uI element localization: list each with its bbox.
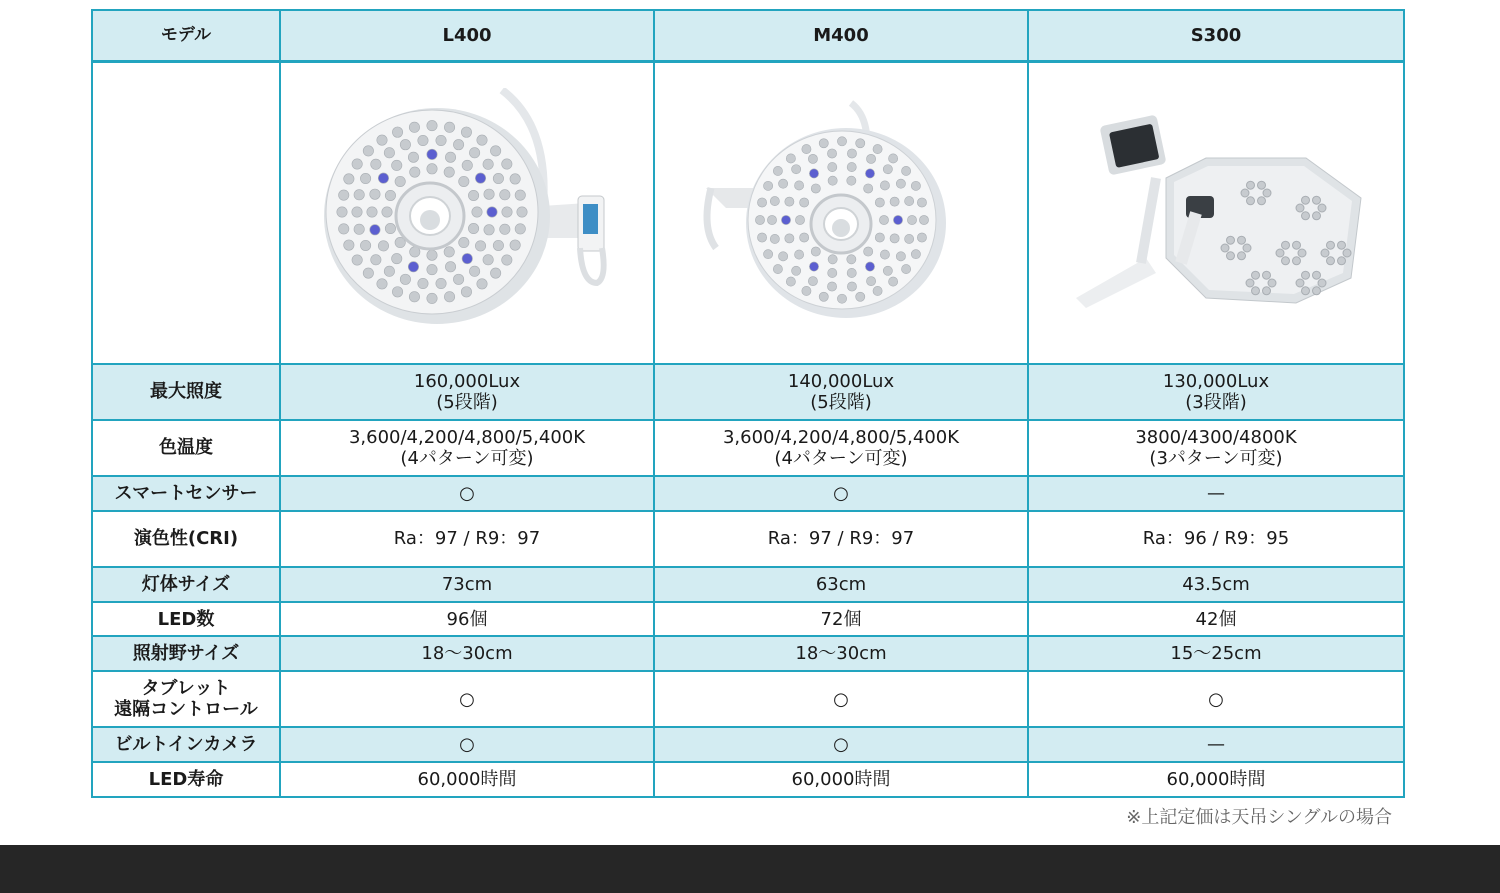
led-dot xyxy=(371,159,381,169)
value-line-1: 3,600/4,200/4,800/5,400K xyxy=(722,426,960,448)
cell-l400 xyxy=(280,364,654,420)
led-dot xyxy=(515,223,525,233)
led-dot xyxy=(883,164,892,173)
led-dot xyxy=(880,250,889,259)
led-dot xyxy=(1321,249,1329,257)
led-dot xyxy=(352,254,362,264)
led-dot xyxy=(418,135,428,145)
led-dot xyxy=(802,144,811,153)
led-dot xyxy=(392,127,402,137)
led-dot xyxy=(1268,279,1276,287)
model-m400: M400 xyxy=(654,10,1028,61)
led-dot xyxy=(427,163,437,173)
led-dot xyxy=(1296,204,1304,212)
row-label: 灯体サイズ xyxy=(92,567,280,602)
cell-m400: ○ xyxy=(654,671,1028,727)
led-dot xyxy=(400,274,410,284)
led-dot xyxy=(1247,181,1255,189)
led-dot xyxy=(1338,256,1346,264)
led-dot xyxy=(802,286,811,295)
led-dot xyxy=(890,233,899,242)
cell-s300 xyxy=(1028,420,1404,476)
led-dot xyxy=(828,162,837,171)
row-max-illuminance xyxy=(92,364,1404,420)
led-dot xyxy=(773,264,782,273)
led-dot xyxy=(902,166,911,175)
row-label: スマートセンサー xyxy=(92,476,280,511)
led-dot xyxy=(409,122,419,132)
led-dot xyxy=(1263,271,1271,279)
led-dot xyxy=(377,278,387,288)
led-dot xyxy=(786,153,795,162)
led-dot xyxy=(1302,196,1310,204)
header-row xyxy=(92,10,1404,61)
led-dot xyxy=(462,160,472,170)
led-dot xyxy=(493,173,503,183)
led-dot xyxy=(1258,181,1266,189)
led-dot xyxy=(392,286,402,296)
led-dot xyxy=(515,190,525,200)
led-dot xyxy=(837,294,846,303)
led-dot xyxy=(352,158,362,168)
led-dot xyxy=(382,206,392,216)
cell-l400: ○ xyxy=(280,671,654,727)
value-line-2: (5段階) xyxy=(436,391,498,413)
led-dot xyxy=(459,176,469,186)
led-dot xyxy=(800,198,809,207)
cell-s300: 15〜25cm xyxy=(1028,636,1404,671)
led-dot xyxy=(847,148,856,157)
row-label: 照射野サイズ xyxy=(92,636,280,671)
led-dot xyxy=(875,198,884,207)
led-dot xyxy=(828,176,837,185)
value-line-2: (4パターン可変) xyxy=(774,447,908,469)
led-dot xyxy=(896,179,905,188)
cell-m400: 63cm xyxy=(654,567,1028,602)
led-dot xyxy=(477,135,487,145)
led-dot xyxy=(344,173,354,183)
led-dot xyxy=(408,152,418,162)
led-dot xyxy=(786,277,795,286)
led-dot xyxy=(354,189,364,199)
led-dot xyxy=(917,233,926,242)
led-dot xyxy=(363,145,373,155)
led-dot xyxy=(809,262,818,271)
led-dot xyxy=(363,268,373,278)
led-dot xyxy=(864,183,873,192)
led-dot xyxy=(880,180,889,189)
led-dot xyxy=(408,261,418,271)
row-smart-sensor xyxy=(92,476,1404,511)
led-dot xyxy=(889,153,898,162)
led-dot xyxy=(409,291,419,301)
led-dot xyxy=(873,144,882,153)
led-dot xyxy=(781,215,790,224)
led-dot xyxy=(472,206,482,216)
led-dot xyxy=(453,274,463,284)
led-dot xyxy=(484,224,494,234)
led-dot xyxy=(339,223,349,233)
led-dot xyxy=(344,239,354,249)
led-dot xyxy=(865,168,874,177)
cell-l400: ○ xyxy=(280,727,654,762)
led-dot xyxy=(500,224,510,234)
led-dot xyxy=(856,292,865,301)
led-dot xyxy=(493,240,503,250)
row-color-temp xyxy=(92,420,1404,476)
led-dot xyxy=(1293,256,1301,264)
led-dot xyxy=(427,120,437,130)
cell-l400: 18〜30cm xyxy=(280,636,654,671)
led-dot xyxy=(866,276,875,285)
led-dot xyxy=(400,139,410,149)
led-dot xyxy=(911,181,920,190)
led-dot xyxy=(427,149,437,159)
led-dot xyxy=(475,240,485,250)
cell-s300: 42個 xyxy=(1028,602,1404,637)
led-dot xyxy=(367,206,377,216)
led-dot xyxy=(896,251,905,260)
led-dot xyxy=(1293,241,1301,249)
led-dot xyxy=(764,249,773,258)
led-dot xyxy=(1313,211,1321,219)
led-dot xyxy=(770,196,779,205)
led-dot xyxy=(500,189,510,199)
led-dot xyxy=(392,253,402,263)
led-dot xyxy=(483,254,493,264)
value-line-1: 3800/4300/4800K xyxy=(1135,426,1297,448)
led-dot xyxy=(377,135,387,145)
led-dot xyxy=(828,254,837,263)
led-dot xyxy=(890,197,899,206)
surgical-light-m400-image xyxy=(686,88,996,338)
cell-s300: ○ xyxy=(1028,671,1404,727)
led-dot xyxy=(837,136,846,145)
row-label: ビルトインカメラ xyxy=(92,727,280,762)
led-dot xyxy=(469,147,479,157)
led-dot xyxy=(1302,286,1310,294)
cell-l400: ○ xyxy=(280,476,654,511)
led-dot xyxy=(1252,271,1260,279)
row-label xyxy=(92,671,280,727)
led-dot xyxy=(436,278,446,288)
led-dot xyxy=(1313,286,1321,294)
model-s300: S300 xyxy=(1028,10,1404,61)
led-dot xyxy=(883,266,892,275)
led-dot xyxy=(395,176,405,186)
led-dot xyxy=(1296,279,1304,287)
row-tablet xyxy=(92,671,1404,727)
led-dot xyxy=(873,286,882,295)
row-label: LED寿命 xyxy=(92,762,280,797)
led-dot xyxy=(1302,211,1310,219)
row-label: LED数 xyxy=(92,602,280,637)
price-note: ※上記定価は天吊シングルの場合 xyxy=(1126,807,1392,828)
led-dot xyxy=(757,197,766,206)
led-dot xyxy=(1313,271,1321,279)
cell-s300: Ra：96 / R9：95 xyxy=(1028,511,1404,567)
led-dot xyxy=(502,158,512,168)
cell-s300: 43.5cm xyxy=(1028,567,1404,602)
led-dot xyxy=(907,215,916,224)
led-dot xyxy=(795,250,804,259)
row-led-count xyxy=(92,602,1404,637)
row-field-size xyxy=(92,636,1404,671)
led-dot xyxy=(384,266,394,276)
cell-m400: Ra：97 / R9：97 xyxy=(654,511,1028,567)
led-dot xyxy=(354,224,364,234)
value-line-1: 3,600/4,200/4,800/5,400K xyxy=(348,426,586,448)
led-dot xyxy=(1318,204,1326,212)
led-dot xyxy=(360,240,370,250)
value-line-2: (3段階) xyxy=(1185,391,1247,413)
led-dot xyxy=(1327,241,1335,249)
value-line-2: (5段階) xyxy=(810,391,872,413)
cell-s300: 60,000時間 xyxy=(1028,762,1404,797)
led-dot xyxy=(445,261,455,271)
led-dot xyxy=(1227,236,1235,244)
led-dot xyxy=(444,246,454,256)
led-dot xyxy=(1241,189,1249,197)
led-dot xyxy=(370,189,380,199)
led-dot xyxy=(378,240,388,250)
led-dot xyxy=(856,138,865,147)
row-label: 最大照度 xyxy=(92,364,280,420)
led-dot xyxy=(462,253,472,263)
led-dot xyxy=(779,251,788,260)
led-dot xyxy=(819,292,828,301)
led-dot xyxy=(1221,244,1229,252)
led-dot xyxy=(866,154,875,163)
led-dot xyxy=(811,247,820,256)
model-l400: L400 xyxy=(280,10,654,61)
led-dot xyxy=(785,197,794,206)
led-dot xyxy=(809,168,818,177)
cell-s300: — xyxy=(1028,476,1404,511)
led-dot xyxy=(828,268,837,277)
led-dot xyxy=(865,262,874,271)
led-dot xyxy=(453,139,463,149)
led-dot xyxy=(889,277,898,286)
row-lamp-size xyxy=(92,567,1404,602)
led-dot xyxy=(427,293,437,303)
led-dot xyxy=(770,234,779,243)
led-dot xyxy=(1252,286,1260,294)
led-dot xyxy=(764,181,773,190)
led-dot xyxy=(418,278,428,288)
led-dot xyxy=(1246,279,1254,287)
led-dot xyxy=(847,282,856,291)
led-dot xyxy=(371,254,381,264)
led-dot xyxy=(1318,279,1326,287)
led-dot xyxy=(510,173,520,183)
cell-m400: ○ xyxy=(654,476,1028,511)
led-dot xyxy=(352,206,362,216)
led-dot xyxy=(444,122,454,132)
led-dot xyxy=(468,223,478,233)
led-dot xyxy=(487,206,497,216)
led-dot xyxy=(755,215,764,224)
led-dot xyxy=(919,215,928,224)
s300-image xyxy=(1028,61,1404,364)
value-line-2: (3パターン可変) xyxy=(1149,447,1283,469)
value-line-1: 130,000Lux xyxy=(1162,370,1270,392)
led-dot xyxy=(827,148,836,157)
led-dot xyxy=(1276,249,1284,257)
cell-m400: 60,000時間 xyxy=(654,762,1028,797)
led-dot xyxy=(773,166,782,175)
cell-l400: 73cm xyxy=(280,567,654,602)
led-dot xyxy=(779,179,788,188)
cell-m400 xyxy=(654,364,1028,420)
led-dot xyxy=(1298,249,1306,257)
row-led-life xyxy=(92,762,1404,797)
led-dot xyxy=(468,190,478,200)
led-dot xyxy=(905,234,914,243)
led-dot xyxy=(444,291,454,301)
led-dot xyxy=(1302,271,1310,279)
led-dot xyxy=(502,206,512,216)
led-dot xyxy=(1258,196,1266,204)
cell-l400: Ra：97 / R9：97 xyxy=(280,511,654,567)
surgical-light-l400-image xyxy=(312,88,622,338)
led-dot xyxy=(385,223,395,233)
led-dot xyxy=(385,190,395,200)
led-dot xyxy=(337,206,347,216)
led-dot xyxy=(483,159,493,169)
cell-s300 xyxy=(1028,364,1404,420)
led-dot xyxy=(767,215,776,224)
led-dot xyxy=(893,215,902,224)
led-dot xyxy=(444,166,454,176)
led-dot xyxy=(461,286,471,296)
led-dot xyxy=(490,145,500,155)
led-dot xyxy=(905,196,914,205)
led-dot xyxy=(502,254,512,264)
label-line-2: 遠隔コントロール xyxy=(114,699,258,721)
led-dot xyxy=(445,152,455,162)
led-dot xyxy=(1343,249,1351,257)
value-line-2: (4パターン可変) xyxy=(400,447,534,469)
label-line-1: タブレット xyxy=(141,678,231,700)
led-dot xyxy=(792,266,801,275)
led-dot xyxy=(1247,196,1255,204)
footer-bar xyxy=(0,845,1500,893)
row-label: 色温度 xyxy=(92,420,280,476)
led-dot xyxy=(427,250,437,260)
led-dot xyxy=(1313,196,1321,204)
led-dot xyxy=(436,135,446,145)
led-dot xyxy=(1282,241,1290,249)
led-dot xyxy=(360,173,370,183)
led-dot xyxy=(1327,256,1335,264)
led-dot xyxy=(902,264,911,273)
led-dot xyxy=(517,206,527,216)
led-dot xyxy=(378,173,388,183)
led-dot xyxy=(1243,244,1251,252)
led-dot xyxy=(847,254,856,263)
value-line-1: 140,000Lux xyxy=(787,370,895,392)
led-dot xyxy=(819,138,828,147)
l400-image xyxy=(280,61,654,364)
led-dot xyxy=(461,127,471,137)
led-dot xyxy=(392,160,402,170)
led-dot xyxy=(1263,286,1271,294)
led-dot xyxy=(370,224,380,234)
led-dot xyxy=(1238,236,1246,244)
spec-comparison-table xyxy=(91,9,1405,798)
value-line-1: 160,000Lux xyxy=(413,370,521,392)
led-dot xyxy=(490,268,500,278)
cell-m400: 72個 xyxy=(654,602,1028,637)
led-dot xyxy=(917,197,926,206)
led-dot xyxy=(847,176,856,185)
led-dot xyxy=(469,266,479,276)
cell-l400 xyxy=(280,420,654,476)
led-dot xyxy=(1263,189,1271,197)
cell-l400: 96個 xyxy=(280,602,654,637)
led-dot xyxy=(477,278,487,288)
led-dot xyxy=(1238,251,1246,259)
led-dot xyxy=(875,233,884,242)
image-row-label xyxy=(92,61,280,364)
led-dot xyxy=(785,233,794,242)
led-dot xyxy=(1227,251,1235,259)
row-label: 演色性(CRI) xyxy=(92,511,280,567)
led-dot xyxy=(811,183,820,192)
led-dot xyxy=(339,190,349,200)
row-cri xyxy=(92,511,1404,567)
led-dot xyxy=(800,233,809,242)
led-dot xyxy=(384,147,394,157)
led-dot xyxy=(484,189,494,199)
header-label: モデル xyxy=(92,10,280,61)
led-dot xyxy=(1338,241,1346,249)
image-row xyxy=(92,61,1404,364)
led-dot xyxy=(795,215,804,224)
surgical-light-s300-image xyxy=(1056,88,1376,338)
led-dot xyxy=(510,239,520,249)
led-dot xyxy=(808,154,817,163)
cell-s300: — xyxy=(1028,727,1404,762)
led-dot xyxy=(864,247,873,256)
led-dot xyxy=(1282,256,1290,264)
cell-m400: ○ xyxy=(654,727,1028,762)
row-camera xyxy=(92,727,1404,762)
led-dot xyxy=(879,215,888,224)
cell-l400: 60,000時間 xyxy=(280,762,654,797)
led-dot xyxy=(808,276,817,285)
led-dot xyxy=(757,233,766,242)
led-dot xyxy=(410,166,420,176)
led-dot xyxy=(827,282,836,291)
led-dot xyxy=(795,180,804,189)
led-dot xyxy=(459,237,469,247)
led-dot xyxy=(792,164,801,173)
m400-image xyxy=(654,61,1028,364)
cell-m400: 18〜30cm xyxy=(654,636,1028,671)
led-dot xyxy=(427,264,437,274)
led-dot xyxy=(911,249,920,258)
led-dot xyxy=(847,268,856,277)
cell-m400 xyxy=(654,420,1028,476)
led-dot xyxy=(847,162,856,171)
led-dot xyxy=(475,173,485,183)
